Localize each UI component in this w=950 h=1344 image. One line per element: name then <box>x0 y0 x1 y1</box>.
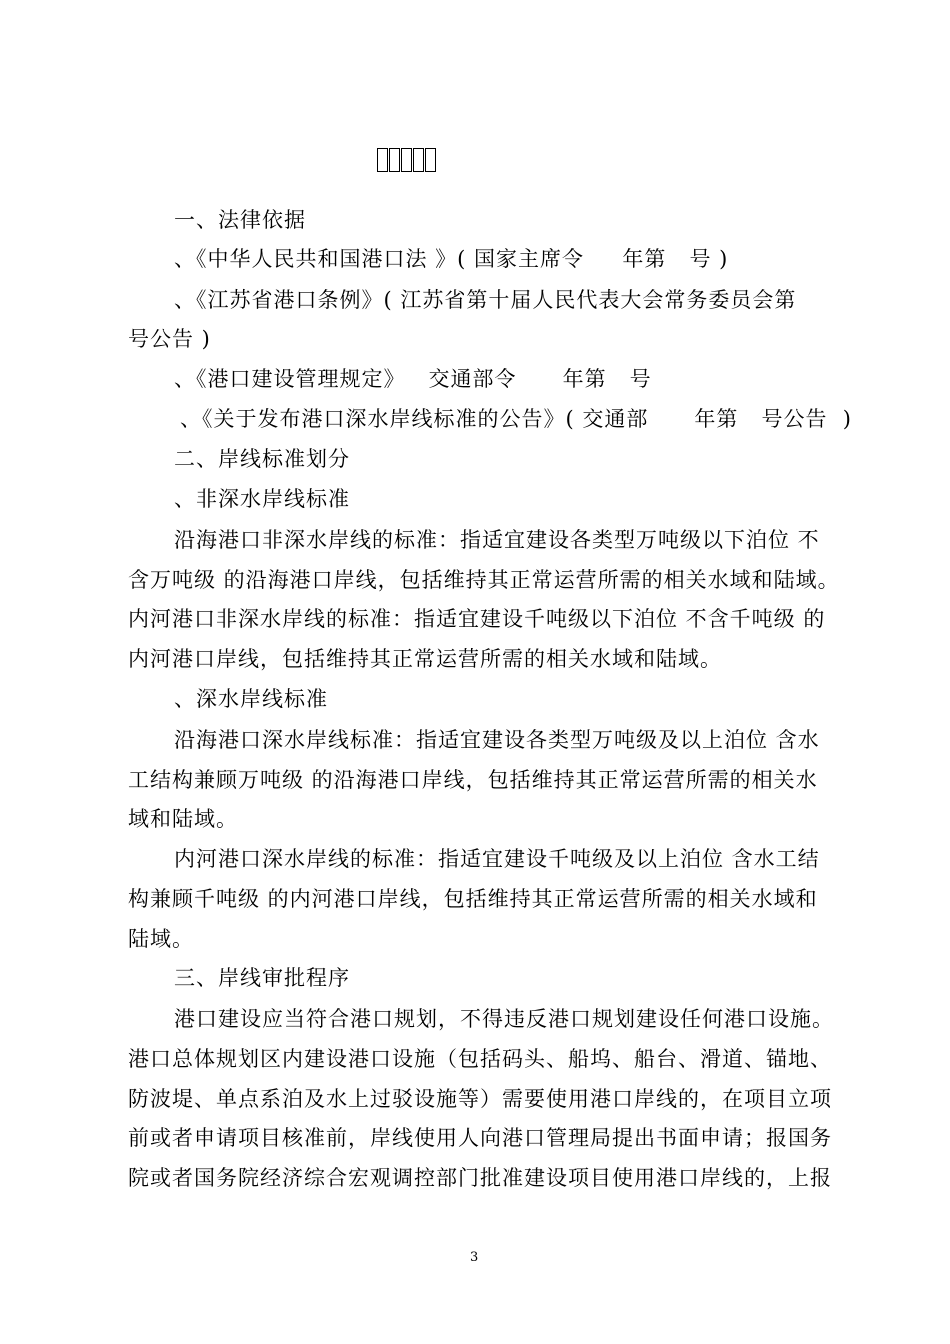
text-line: 陆域。 <box>128 927 194 951</box>
heading-legal-basis: 一、法律依据 <box>174 208 306 232</box>
text-line: 港口总体规划区内建设港口设施（包括码头、船坞、船台、滑道、锚地、 <box>128 1047 832 1071</box>
subheading: 、深水岸线标准 <box>174 687 328 711</box>
title-glyph <box>413 148 424 172</box>
text-line: 构兼顾千吨级 的内河港口岸线，包括维持其正常运营所需的相关水域和 <box>128 887 818 911</box>
text-line: 、《中华人民共和国港口法 》( 国家主席令 年第 号 ) <box>174 247 729 271</box>
page-number: 3 <box>470 1250 479 1265</box>
text-line: 沿海港口非深水岸线的标准：指适宜建设各类型万吨级以下泊位 不 <box>174 528 820 552</box>
heading-approval: 三、岸线审批程序 <box>174 966 350 990</box>
subheading: 、非深水岸线标准 <box>174 487 350 511</box>
text-line: 前或者申请项目核准前，岸线使用人向港口管理局提出书面申请；报国务 <box>128 1126 832 1150</box>
text-line: 内河港口深水岸线的标准：指适宜建设千吨级及以上泊位 含水工结 <box>174 847 820 871</box>
text-line: 号公告 ) <box>128 327 211 351</box>
title-placeholder-glyphs <box>377 148 437 174</box>
text-line: 、《关于发布港口深水岸线标准的公告》( 交通部 年第 号公告 ) <box>180 407 852 431</box>
title-glyph <box>401 148 412 172</box>
heading-standards: 二、岸线标准划分 <box>174 447 350 471</box>
text-line: 工结构兼顾万吨级 的沿海港口岸线，包括维持其正常运营所需的相关水 <box>128 768 818 792</box>
text-line: 防波堤、单点系泊及水上过驳设施等）需要使用港口岸线的，在项目立项 <box>128 1087 832 1111</box>
text-line: 含万吨级 的沿海港口岸线，包括维持其正常运营所需的相关水域和陆域。 <box>128 568 840 592</box>
text-line: 沿海港口深水岸线标准：指适宜建设各类型万吨级及以上泊位 含水 <box>174 728 820 752</box>
text-line: 、《江苏省港口条例》( 江苏省第十届人民代表大会常务委员会第 <box>174 288 797 312</box>
title-glyph <box>377 148 388 172</box>
title-glyph <box>425 148 436 172</box>
text-line: 内河港口非深水岸线的标准：指适宜建设千吨级以下泊位 不含千吨级 的 <box>128 607 826 631</box>
title-glyph <box>389 148 400 172</box>
text-line: 港口建设应当符合港口规划，不得违反港口规划建设任何港口设施。 <box>174 1007 834 1031</box>
text-line: 内河港口岸线，包括维持其正常运营所需的相关水域和陆域。 <box>128 647 722 671</box>
text-line: 院或者国务院经济综合宏观调控部门批准建设项目使用港口岸线的，上报 <box>128 1166 832 1190</box>
text-line: 、《港口建设管理规定》 交通部令 年第 号 <box>174 367 652 391</box>
text-line: 域和陆域。 <box>128 807 238 831</box>
